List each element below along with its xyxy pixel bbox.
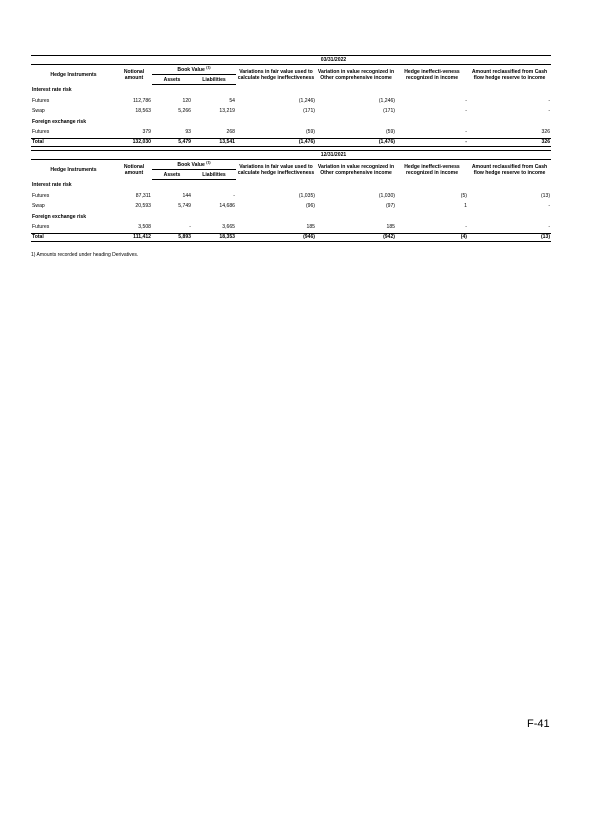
col-book-value: Book Value $^{(1)}$ [152, 160, 236, 170]
section-row: Interest rate risk [32, 182, 72, 189]
col-book-value: Book Value $^{(1)}$ [152, 65, 236, 75]
col-variation-oci: Variation in value recognized in Other comprehensive income [317, 163, 395, 176]
col-hedge-ineffectiveness: Hedge ineffecti-veness recognized in income [404, 68, 460, 81]
col-reclassified: Amount reclassified from Cash flow hedge reserve to income [471, 163, 548, 176]
col-hedge-instruments: Hedge Instruments [50, 71, 97, 78]
col-notional-amount: Notional amount [123, 68, 145, 81]
table-row: Swap 18,563 5,266 13,219 (171) (171) - - [32, 108, 551, 115]
table-row: Futures 87,311 144 - (1,035) (1,030) (5) (13) [32, 192, 551, 199]
col-hedge-instruments: Hedge Instruments [50, 166, 97, 173]
col-liabilities: Liabilities [192, 170, 236, 180]
table-row: Futures 3,508 - 3,665 185 185 - - [32, 224, 551, 231]
page-number: F-41 [527, 718, 550, 730]
section-row: Interest rate risk [32, 87, 72, 94]
section-row: Foreign exchange risk [32, 118, 87, 125]
hedge-table-2021 [31, 150, 551, 242]
section-row: Foreign exchange risk [32, 213, 87, 220]
hedge-table-2022 [31, 55, 551, 147]
col-assets: Assets [152, 75, 192, 85]
col-liabilities: Liabilities [192, 75, 236, 85]
table-row: Futures 112,786 120 54 (1,246) (1,246) - - [32, 97, 551, 104]
total-row: Total 111,412 5,893 18,353 (946) (942) (4) (13) [32, 234, 551, 240]
col-hedge-ineffectiveness: Hedge ineffecti-veness recognized in income [404, 163, 460, 176]
table-row: Swap 20,593 5,749 14,686 (96) (97) 1 - [32, 203, 551, 210]
col-reclassified: Amount reclassified from Cash flow hedge reserve to income [471, 68, 548, 81]
footnote: 1) Amounts recorded under heading Derivatives. [31, 252, 139, 258]
table-date: 03/31/2022 [116, 56, 551, 65]
total-row: Total 132,030 5,479 13,541 (1,476) (1,476) - 326 [32, 139, 551, 145]
col-assets: Assets [152, 170, 192, 180]
table-date: 12/31/2021 [116, 151, 551, 160]
table-row: Futures 379 93 268 (59) (59) - 326 [32, 129, 551, 136]
col-variation-oci: Variation in value recognized in Other comprehensive income [317, 68, 395, 81]
col-notional-amount: Notional amount [123, 163, 145, 176]
col-variations-fair-value: Variations in fair value used to calculate hedge ineffectiveness [237, 68, 315, 81]
col-variations-fair-value: Variations in fair value used to calculate hedge ineffectiveness [237, 163, 315, 176]
